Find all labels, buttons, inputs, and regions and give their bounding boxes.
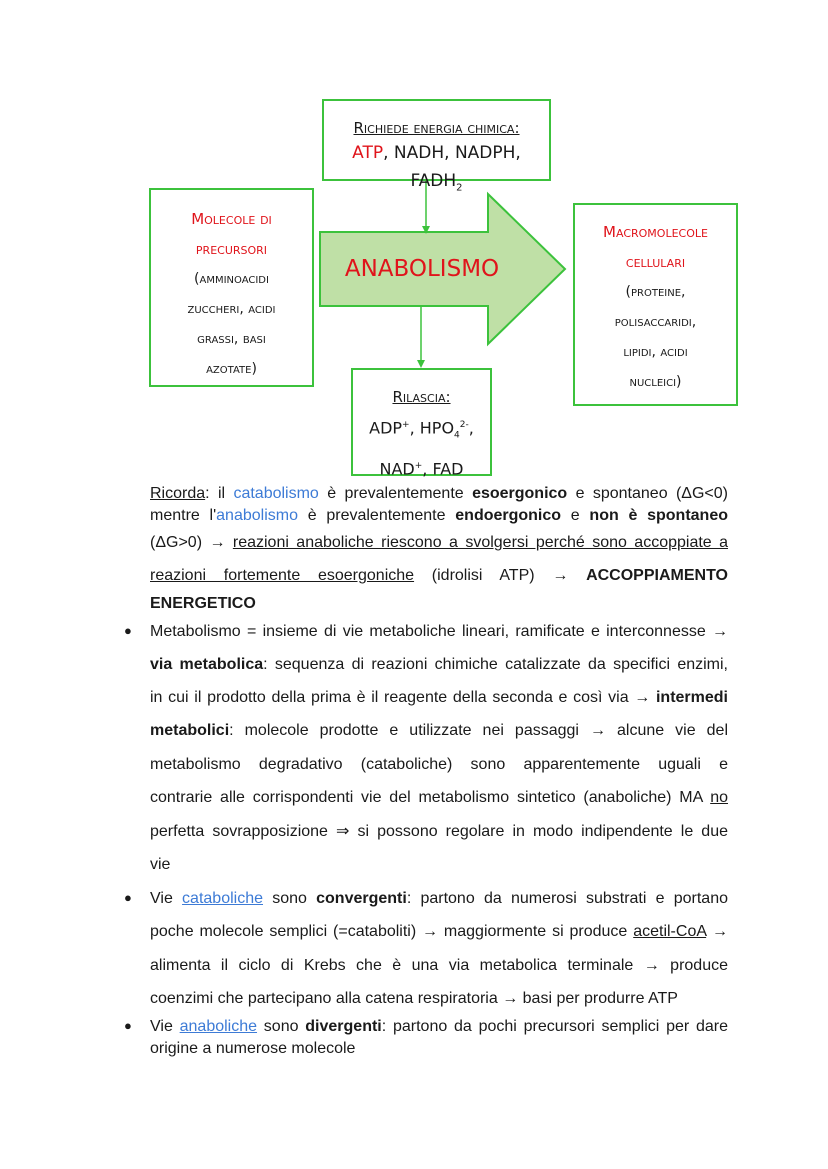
right-box-line5: lipidi, acidi <box>623 344 688 360</box>
top-box-line1: Richiede energia chimica: <box>353 119 520 137</box>
anaboliche-link[interactable]: anaboliche <box>179 1018 258 1035</box>
right-box-title2: cellulari <box>625 253 686 271</box>
bullet1-line5: metabolismo degradativo (cataboliche) sono apparentemente uguali e <box>150 756 728 773</box>
right-box-title1: Macromolecole <box>603 223 708 241</box>
ricorda-line1: Ricorda: il catabolismo è prevalentemente esoergonico e spontaneo (ΔG<0) <box>150 485 729 502</box>
bullet1-line6: contrarie alle corrispondenti vie del metabolismo sintetico (anaboliche) MA no <box>150 789 728 806</box>
top-box <box>322 99 551 194</box>
bottom-box-fad: , FAD <box>422 458 464 478</box>
ricorda-line5: ENERGETICO <box>150 595 256 612</box>
bullet1-line3: in cui il prodotto della prima è il reagente della seconda e così via → intermedi <box>150 689 728 706</box>
bottom-box-adp: ADP <box>369 418 403 438</box>
bottom-box: Rilascia: ADP+, $HPO_4^{2-}$, NAD+, FAD <box>351 368 492 476</box>
cataboliche-link[interactable]: cataboliche <box>182 890 263 907</box>
left-box-line6: azotate) <box>206 361 257 377</box>
bullet1-line8: vie <box>150 856 171 873</box>
left-box-title1: Molecole di <box>191 210 272 228</box>
bullet2-line1: Vie cataboliche sono convergenti: partono da numerosi substrati e portano <box>150 890 729 907</box>
bottom-connector-arrowhead <box>417 360 425 368</box>
left-box-line5: grassi, basi <box>197 331 266 347</box>
left-box <box>149 188 314 387</box>
bullet2-line3: alimenta il ciclo di Krebs che è una via metabolica terminale → produce <box>150 957 728 974</box>
bottom-box-nad: NAD <box>379 458 415 478</box>
top-box-coenzymes: , NADH, NADPH, FADH <box>383 143 521 191</box>
right-box-line6: nucleici) <box>629 374 682 390</box>
bullet2-line2: poche molecole semplici (=cataboliti) → maggiormente si produce acetil-CoA → <box>150 923 728 940</box>
ricorda-line4: reazioni fortemente esoergoniche (idrolisi ATP) → ACCOPPIAMENTO <box>150 567 728 584</box>
bullet1-line2: via metabolica: sequenza di reazioni chimiche catalizzate da specifici enzimi, <box>150 656 728 673</box>
bullet1-line1: Metabolismo = insieme di vie metaboliche lineari, ramificate e interconnesse → <box>150 623 728 640</box>
left-box-title2: precursori <box>195 240 268 258</box>
bullet-2-dot: ● <box>124 890 132 905</box>
right-box-line3: (proteine, <box>625 284 686 300</box>
ricorda-line2: mentre l'anabolismo è prevalentemente endoergonico e non è spontaneo <box>150 507 728 524</box>
left-box-line3: (amminoacidi <box>194 271 269 287</box>
bullet2-line4: coenzimi che partecipano alla catena respiratoria → basi per produrre ATP <box>150 990 678 1007</box>
bullet3-line1: Vie anaboliche sono divergenti: partono da pochi precursori semplici per dare <box>150 1018 729 1035</box>
bullet-3-dot: ● <box>124 1018 132 1033</box>
bullet3-line2: origine a numerose molecole <box>150 1040 356 1057</box>
top-box-sub: 2 <box>456 182 463 194</box>
arrow-label: ANABOLISMO <box>344 256 500 282</box>
left-box-line4: zuccheri, acidi <box>187 301 276 317</box>
bullet1-line7: perfetta sovrapposizione ⇒ si possono regolare in modo indipendente le due <box>150 823 728 840</box>
bullet1-line4: metabolici: molecole prodotte e utilizzate nei passaggi → alcune vie del <box>150 722 728 739</box>
ricorda-line3: (ΔG>0) → reazioni anaboliche riescono a svolgersi perché sono accoppiate a <box>150 534 729 551</box>
right-box <box>573 203 738 406</box>
top-box-atp: ATP <box>352 143 384 163</box>
right-box-line4: polisaccaridi, <box>614 314 697 330</box>
bullet-1-dot: ● <box>124 623 132 638</box>
bottom-box-title: Rilascia: <box>392 388 451 406</box>
